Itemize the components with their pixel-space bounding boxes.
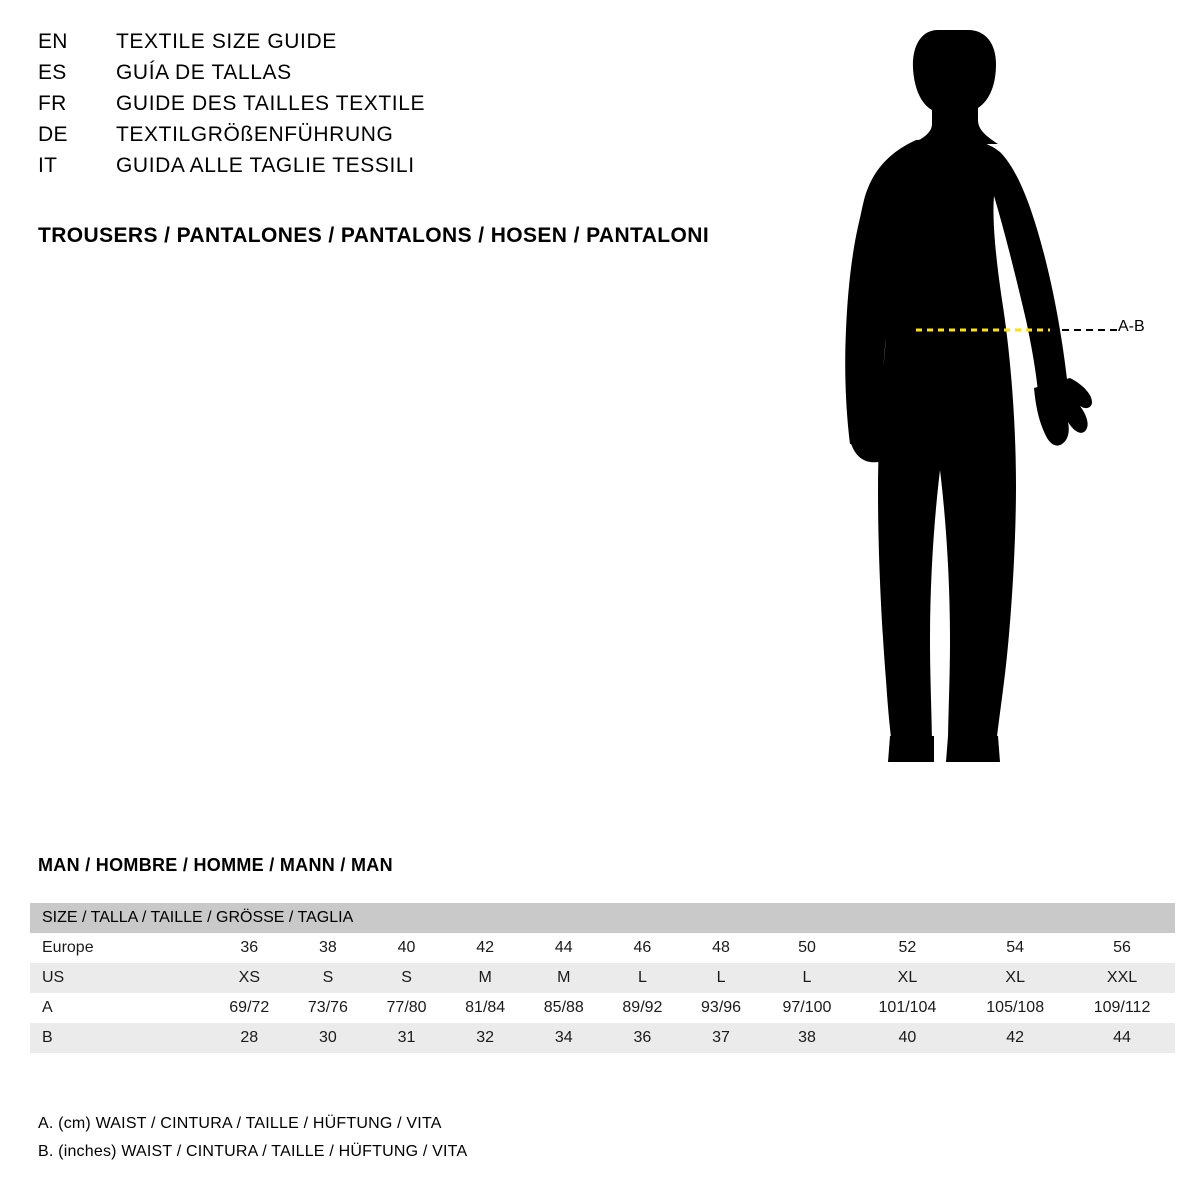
- table-row: [30, 933, 1175, 963]
- table-cell: XL: [854, 963, 962, 993]
- table-cell: 109/112: [1069, 993, 1175, 1023]
- table-cell: 32: [446, 1023, 525, 1053]
- language-code: FR: [38, 92, 67, 115]
- table-cell: 105/108: [961, 993, 1069, 1023]
- table-cell: 40: [854, 1023, 962, 1053]
- row-label: A: [30, 993, 210, 1023]
- silhouette-shape: [845, 30, 1092, 762]
- table-cell: 44: [1069, 1023, 1175, 1053]
- table-cell: L: [603, 963, 682, 993]
- table-cell: 36: [603, 1023, 682, 1053]
- table-row: [30, 1023, 1175, 1053]
- row-label: B: [30, 1023, 210, 1053]
- size-table: [30, 903, 1175, 1053]
- language-row: [38, 123, 798, 154]
- table-cell: 81/84: [446, 993, 525, 1023]
- table-cell: 48: [682, 933, 761, 963]
- language-row: [38, 61, 798, 92]
- table-cell: S: [289, 963, 368, 993]
- table-cell: M: [446, 963, 525, 993]
- table-cell: 50: [760, 933, 853, 963]
- table-cell: L: [682, 963, 761, 993]
- table-cell: XXL: [1069, 963, 1175, 993]
- language-code: EN: [38, 30, 68, 53]
- language-title: GUÍA DE TALLAS: [116, 61, 292, 84]
- table-cell: 42: [446, 933, 525, 963]
- table-cell: 38: [760, 1023, 853, 1053]
- table-cell: S: [367, 963, 446, 993]
- table-cell: 54: [961, 933, 1069, 963]
- table-cell: 28: [210, 1023, 289, 1053]
- table-cell: 37: [682, 1023, 761, 1053]
- table-cell: 73/76: [289, 993, 368, 1023]
- language-title: GUIDA ALLE TAGLIE TESSILI: [116, 154, 415, 177]
- table-cell: 85/88: [525, 993, 604, 1023]
- table-cell: 30: [289, 1023, 368, 1053]
- language-code: IT: [38, 154, 58, 177]
- table-cell: 101/104: [854, 993, 962, 1023]
- table-cell: XS: [210, 963, 289, 993]
- garment-type-title: TROUSERS / PANTALONES / PANTALONS / HOSEN / PANTALONI: [38, 224, 710, 247]
- language-title: TEXTILGRÖßENFÜHRUNG: [116, 123, 394, 146]
- table-cell: 38: [289, 933, 368, 963]
- row-label: US: [30, 963, 210, 993]
- table-cell: 44: [525, 933, 604, 963]
- table-cell: XL: [961, 963, 1069, 993]
- table-cell: 40: [367, 933, 446, 963]
- row-label: Europe: [30, 933, 210, 963]
- table-group-title: MAN / HOMBRE / HOMME / MANN / MAN: [38, 855, 393, 875]
- table-header-row: [30, 903, 1175, 933]
- table-cell: 97/100: [760, 993, 853, 1023]
- table-cell: 56: [1069, 933, 1175, 963]
- table-cell: M: [525, 963, 604, 993]
- language-title-block: [38, 30, 798, 185]
- language-row: [38, 92, 798, 123]
- language-row: [38, 154, 798, 185]
- language-title: TEXTILE SIZE GUIDE: [116, 30, 337, 53]
- table-row: [30, 993, 1175, 1023]
- table-cell: 31: [367, 1023, 446, 1053]
- table-cell: L: [760, 963, 853, 993]
- table-cell: 93/96: [682, 993, 761, 1023]
- table-row: [30, 963, 1175, 993]
- table-cell: 34: [525, 1023, 604, 1053]
- table-cell: 36: [210, 933, 289, 963]
- table-header-label: SIZE / TALLA / TAILLE / GRÖSSE / TAGLIA: [30, 903, 1175, 933]
- language-row: [38, 30, 798, 61]
- table-cell: 52: [854, 933, 962, 963]
- language-title: GUIDE DES TAILLES TEXTILE: [116, 92, 426, 115]
- table-cell: 46: [603, 933, 682, 963]
- table-cell: 42: [961, 1023, 1069, 1053]
- language-code: ES: [38, 61, 67, 84]
- table-cell: 77/80: [367, 993, 446, 1023]
- man-silhouette-figure: [820, 20, 1180, 810]
- measure-label-ab: A-B: [1118, 318, 1145, 335]
- language-code: DE: [38, 123, 68, 146]
- footnotes-block: [38, 1110, 467, 1166]
- table-cell: 69/72: [210, 993, 289, 1023]
- footnote-b: B. (inches) WAIST / CINTURA / TAILLE / HÜFTUNG / VITA: [38, 1143, 468, 1160]
- table-cell: 89/92: [603, 993, 682, 1023]
- footnote-a: A. (cm) WAIST / CINTURA / TAILLE / HÜFTUNG / VITA: [38, 1115, 442, 1132]
